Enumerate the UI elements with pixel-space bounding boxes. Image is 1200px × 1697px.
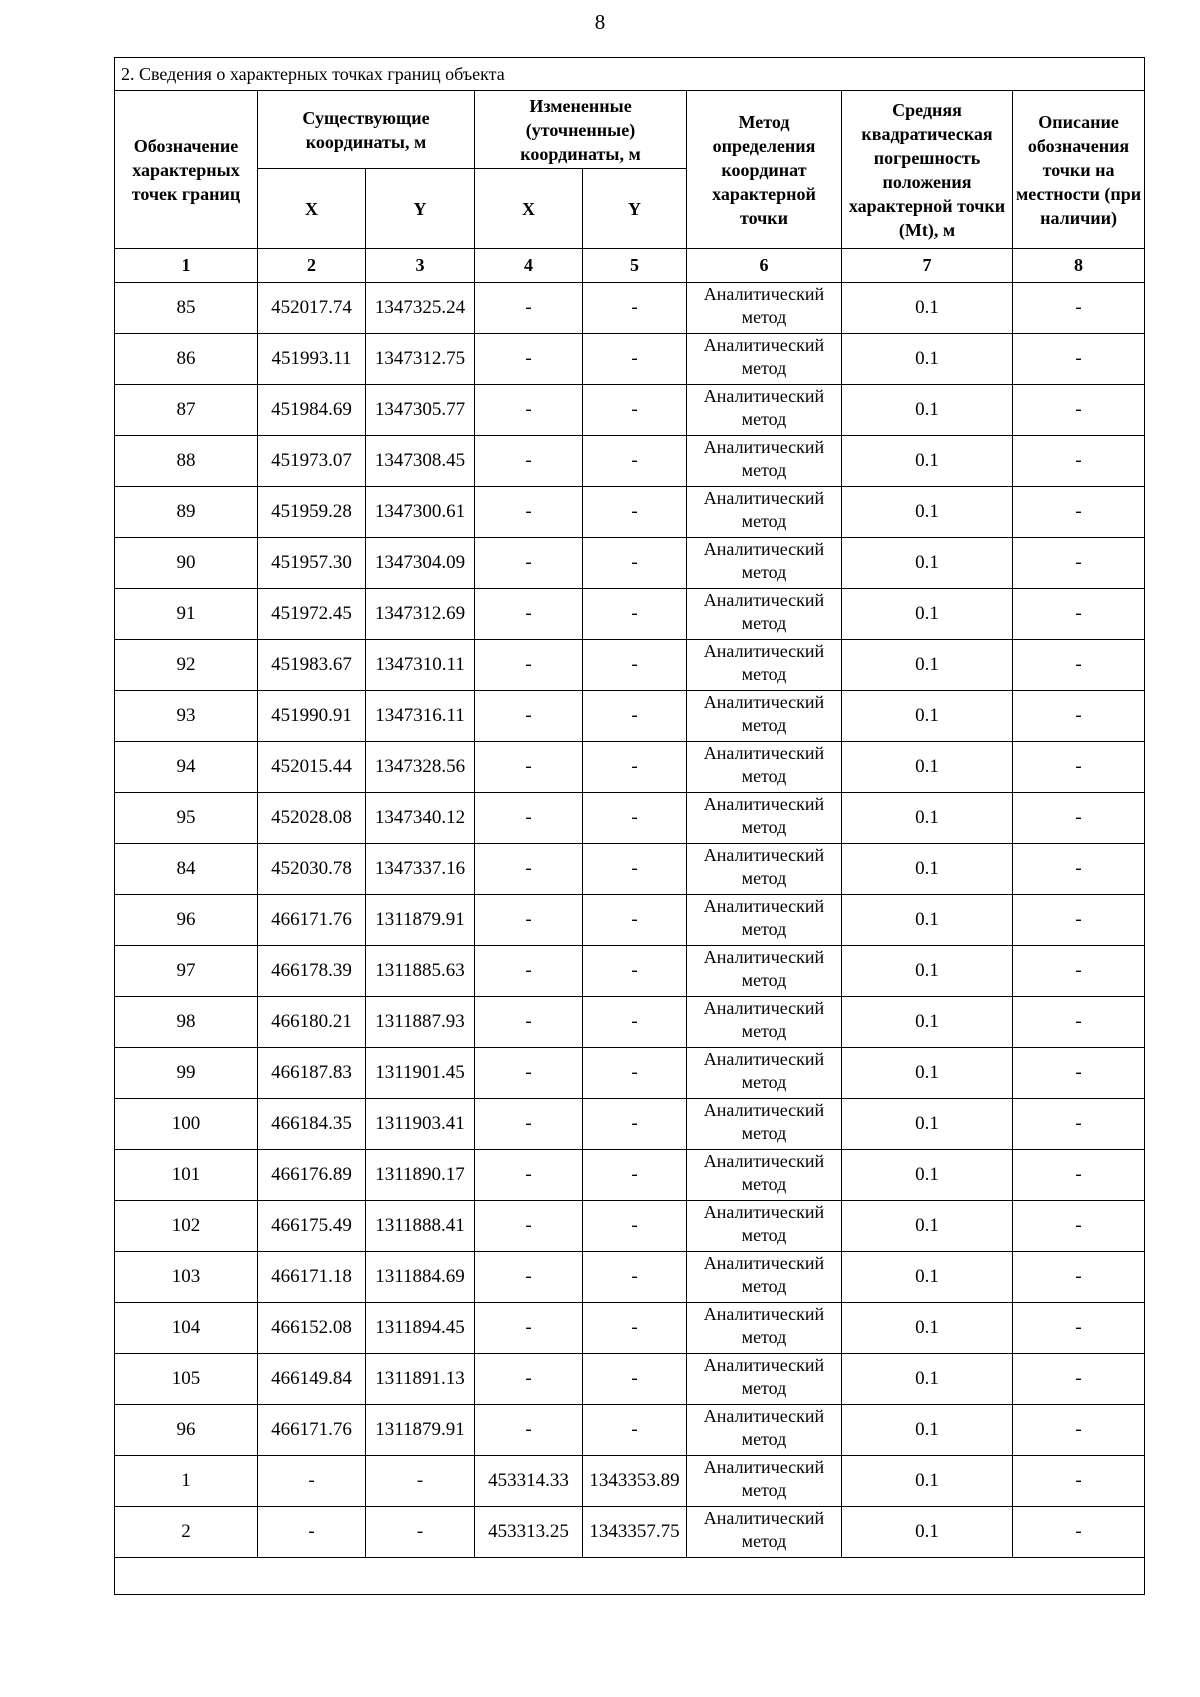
point-cell: 101 — [115, 1150, 258, 1201]
method-cell: Аналитический метод — [687, 334, 842, 385]
method-cell: Аналитический метод — [687, 436, 842, 487]
existing-x-cell: 452028.08 — [258, 793, 366, 844]
mean-error-cell: 0.1 — [842, 997, 1013, 1048]
table-row — [115, 742, 1145, 793]
existing-x-cell: 466184.35 — [258, 1099, 366, 1150]
changed-x-cell: - — [475, 589, 583, 640]
mean-error-cell: 0.1 — [842, 844, 1013, 895]
mean-error-cell: 0.1 — [842, 334, 1013, 385]
changed-x-cell: - — [475, 997, 583, 1048]
mean-error-cell: 0.1 — [842, 1201, 1013, 1252]
changed-x-cell: - — [475, 1303, 583, 1354]
mean-error-cell: 0.1 — [842, 691, 1013, 742]
mean-error-cell: 0.1 — [842, 589, 1013, 640]
changed-y-cell: - — [583, 538, 687, 589]
point-cell: 99 — [115, 1048, 258, 1099]
method-cell: Аналитический метод — [687, 895, 842, 946]
point-cell: 2 — [115, 1507, 258, 1558]
changed-x-cell: - — [475, 385, 583, 436]
description-cell: - — [1013, 1507, 1145, 1558]
header-changed-y: Y — [583, 169, 687, 249]
description-cell: - — [1013, 1099, 1145, 1150]
column-number: 7 — [842, 249, 1013, 283]
point-cell: 91 — [115, 589, 258, 640]
point-cell: 104 — [115, 1303, 258, 1354]
point-cell: 100 — [115, 1099, 258, 1150]
table-row — [115, 793, 1145, 844]
existing-y-cell: 1347308.45 — [366, 436, 475, 487]
mean-error-cell: 0.1 — [842, 1354, 1013, 1405]
changed-x-cell: 453313.25 — [475, 1507, 583, 1558]
header-changed-coords: Измененные (уточненные) координаты, м — [475, 91, 687, 169]
table-row — [115, 334, 1145, 385]
changed-y-cell: - — [583, 436, 687, 487]
changed-y-cell: - — [583, 1099, 687, 1150]
mean-error-cell: 0.1 — [842, 640, 1013, 691]
method-cell: Аналитический метод — [687, 1252, 842, 1303]
description-cell: - — [1013, 1303, 1145, 1354]
description-cell: - — [1013, 742, 1145, 793]
description-cell: - — [1013, 1150, 1145, 1201]
description-cell: - — [1013, 640, 1145, 691]
existing-x-cell: - — [258, 1507, 366, 1558]
changed-x-cell: - — [475, 334, 583, 385]
changed-x-cell: - — [475, 1405, 583, 1456]
point-cell: 96 — [115, 895, 258, 946]
existing-y-cell: 1311890.17 — [366, 1150, 475, 1201]
empty-footer-row — [115, 1558, 1145, 1595]
description-cell: - — [1013, 589, 1145, 640]
table-row — [115, 436, 1145, 487]
changed-y-cell: - — [583, 997, 687, 1048]
column-number-row — [115, 249, 1145, 283]
table-row — [115, 1048, 1145, 1099]
column-number: 1 — [115, 249, 258, 283]
changed-y-cell: - — [583, 1354, 687, 1405]
header-method: Метод определения координат характерной точки — [687, 91, 842, 249]
changed-x-cell: 453314.33 — [475, 1456, 583, 1507]
point-cell: 103 — [115, 1252, 258, 1303]
method-cell: Аналитический метод — [687, 640, 842, 691]
method-cell: Аналитический метод — [687, 589, 842, 640]
changed-y-cell: - — [583, 1150, 687, 1201]
column-number: 6 — [687, 249, 842, 283]
existing-x-cell: 466175.49 — [258, 1201, 366, 1252]
existing-y-cell: 1311879.91 — [366, 895, 475, 946]
existing-x-cell: 452015.44 — [258, 742, 366, 793]
existing-y-cell: 1347305.77 — [366, 385, 475, 436]
table-row — [115, 1150, 1145, 1201]
mean-error-cell: 0.1 — [842, 1048, 1013, 1099]
header-existing-coords: Существующие координаты, м — [258, 91, 475, 169]
changed-x-cell: - — [475, 283, 583, 334]
changed-x-cell: - — [475, 895, 583, 946]
point-cell: 93 — [115, 691, 258, 742]
table-row — [115, 844, 1145, 895]
existing-y-cell: 1347325.24 — [366, 283, 475, 334]
changed-y-cell: - — [583, 1303, 687, 1354]
description-cell: - — [1013, 1456, 1145, 1507]
point-cell: 89 — [115, 487, 258, 538]
table-row — [115, 1456, 1145, 1507]
changed-x-cell: - — [475, 691, 583, 742]
boundary-points-table — [114, 57, 1145, 1595]
mean-error-cell: 0.1 — [842, 538, 1013, 589]
changed-y-cell: - — [583, 385, 687, 436]
point-cell: 92 — [115, 640, 258, 691]
mean-error-cell: 0.1 — [842, 895, 1013, 946]
changed-y-cell: - — [583, 946, 687, 997]
section-title: 2. Сведения о характерных точках границ объекта — [115, 58, 1145, 91]
existing-y-cell: 1311887.93 — [366, 997, 475, 1048]
method-cell: Аналитический метод — [687, 946, 842, 997]
existing-y-cell: - — [366, 1456, 475, 1507]
existing-y-cell: 1347312.69 — [366, 589, 475, 640]
existing-x-cell: 466176.89 — [258, 1150, 366, 1201]
existing-y-cell: 1311879.91 — [366, 1405, 475, 1456]
table-body — [115, 283, 1145, 1558]
changed-x-cell: - — [475, 436, 583, 487]
column-number: 4 — [475, 249, 583, 283]
method-cell: Аналитический метод — [687, 742, 842, 793]
existing-y-cell: 1347312.75 — [366, 334, 475, 385]
point-cell: 102 — [115, 1201, 258, 1252]
changed-y-cell: - — [583, 589, 687, 640]
method-cell: Аналитический метод — [687, 1354, 842, 1405]
existing-y-cell: 1347304.09 — [366, 538, 475, 589]
changed-x-cell: - — [475, 1354, 583, 1405]
table-row — [115, 1354, 1145, 1405]
description-cell: - — [1013, 385, 1145, 436]
changed-x-cell: - — [475, 742, 583, 793]
mean-error-cell: 0.1 — [842, 1405, 1013, 1456]
mean-error-cell: 0.1 — [842, 1507, 1013, 1558]
existing-x-cell: 451993.11 — [258, 334, 366, 385]
changed-x-cell: - — [475, 1150, 583, 1201]
existing-x-cell: 452030.78 — [258, 844, 366, 895]
changed-y-cell: - — [583, 1201, 687, 1252]
description-cell: - — [1013, 436, 1145, 487]
changed-y-cell: - — [583, 1048, 687, 1099]
method-cell: Аналитический метод — [687, 1201, 842, 1252]
mean-error-cell: 0.1 — [842, 793, 1013, 844]
description-cell: - — [1013, 1252, 1145, 1303]
description-cell: - — [1013, 1201, 1145, 1252]
method-cell: Аналитический метод — [687, 793, 842, 844]
table-row — [115, 997, 1145, 1048]
changed-x-cell: - — [475, 538, 583, 589]
description-cell: - — [1013, 844, 1145, 895]
mean-error-cell: 0.1 — [842, 1252, 1013, 1303]
point-cell: 88 — [115, 436, 258, 487]
table-row — [115, 538, 1145, 589]
changed-y-cell: 1343357.75 — [583, 1507, 687, 1558]
existing-y-cell: 1311901.45 — [366, 1048, 475, 1099]
existing-y-cell: 1347337.16 — [366, 844, 475, 895]
existing-x-cell: 466171.76 — [258, 895, 366, 946]
method-cell: Аналитический метод — [687, 1303, 842, 1354]
changed-y-cell: - — [583, 691, 687, 742]
changed-x-cell: - — [475, 1252, 583, 1303]
existing-x-cell: 466178.39 — [258, 946, 366, 997]
existing-y-cell: 1347310.11 — [366, 640, 475, 691]
changed-y-cell: - — [583, 283, 687, 334]
mean-error-cell: 0.1 — [842, 1150, 1013, 1201]
changed-y-cell: - — [583, 487, 687, 538]
changed-x-cell: - — [475, 640, 583, 691]
table-row — [115, 946, 1145, 997]
mean-error-cell: 0.1 — [842, 436, 1013, 487]
description-cell: - — [1013, 793, 1145, 844]
column-number: 2 — [258, 249, 366, 283]
existing-x-cell: 466149.84 — [258, 1354, 366, 1405]
column-number: 3 — [366, 249, 475, 283]
table-row — [115, 895, 1145, 946]
method-cell: Аналитический метод — [687, 1099, 842, 1150]
changed-y-cell: - — [583, 793, 687, 844]
page-number: 8 — [594, 10, 606, 34]
description-cell: - — [1013, 283, 1145, 334]
table-row — [115, 283, 1145, 334]
point-cell: 86 — [115, 334, 258, 385]
mean-error-cell: 0.1 — [842, 385, 1013, 436]
point-cell: 98 — [115, 997, 258, 1048]
existing-y-cell: 1347340.12 — [366, 793, 475, 844]
header-existing-y: Y — [366, 169, 475, 249]
description-cell: - — [1013, 946, 1145, 997]
existing-x-cell: 451984.69 — [258, 385, 366, 436]
description-cell: - — [1013, 538, 1145, 589]
method-cell: Аналитический метод — [687, 997, 842, 1048]
existing-x-cell: 451990.91 — [258, 691, 366, 742]
point-cell: 1 — [115, 1456, 258, 1507]
table-row — [115, 1252, 1145, 1303]
existing-y-cell: 1347316.11 — [366, 691, 475, 742]
changed-y-cell: - — [583, 844, 687, 895]
header-description: Описание обозначения точки на местности (при наличии) — [1013, 91, 1145, 249]
method-cell: Аналитический метод — [687, 538, 842, 589]
description-cell: - — [1013, 1048, 1145, 1099]
description-cell: - — [1013, 487, 1145, 538]
description-cell: - — [1013, 997, 1145, 1048]
existing-y-cell: 1311894.45 — [366, 1303, 475, 1354]
existing-y-cell: 1311885.63 — [366, 946, 475, 997]
changed-y-cell: - — [583, 895, 687, 946]
method-cell: Аналитический метод — [687, 283, 842, 334]
point-cell: 90 — [115, 538, 258, 589]
mean-error-cell: 0.1 — [842, 1303, 1013, 1354]
header-changed-x: X — [475, 169, 583, 249]
mean-error-cell: 0.1 — [842, 946, 1013, 997]
existing-y-cell: 1347328.56 — [366, 742, 475, 793]
point-cell: 94 — [115, 742, 258, 793]
existing-x-cell: - — [258, 1456, 366, 1507]
changed-y-cell: - — [583, 1252, 687, 1303]
existing-x-cell: 466171.18 — [258, 1252, 366, 1303]
description-cell: - — [1013, 334, 1145, 385]
existing-y-cell: 1311903.41 — [366, 1099, 475, 1150]
existing-x-cell: 451972.45 — [258, 589, 366, 640]
point-cell: 97 — [115, 946, 258, 997]
description-cell: - — [1013, 1405, 1145, 1456]
method-cell: Аналитический метод — [687, 1405, 842, 1456]
existing-y-cell: 1347300.61 — [366, 487, 475, 538]
method-cell: Аналитический метод — [687, 1456, 842, 1507]
header-mean-error: Средняя квадратическая погрешность положения характерной точки (Mt), м — [842, 91, 1013, 249]
table-row — [115, 691, 1145, 742]
changed-x-cell: - — [475, 793, 583, 844]
point-cell: 87 — [115, 385, 258, 436]
existing-x-cell: 451973.07 — [258, 436, 366, 487]
existing-y-cell: 1311891.13 — [366, 1354, 475, 1405]
existing-x-cell: 466152.08 — [258, 1303, 366, 1354]
changed-y-cell: 1343353.89 — [583, 1456, 687, 1507]
point-cell: 95 — [115, 793, 258, 844]
description-cell: - — [1013, 691, 1145, 742]
existing-x-cell: 466180.21 — [258, 997, 366, 1048]
existing-x-cell: 466171.76 — [258, 1405, 366, 1456]
description-cell: - — [1013, 895, 1145, 946]
point-cell: 84 — [115, 844, 258, 895]
point-cell: 96 — [115, 1405, 258, 1456]
method-cell: Аналитический метод — [687, 844, 842, 895]
existing-x-cell: 451959.28 — [258, 487, 366, 538]
existing-x-cell: 451983.67 — [258, 640, 366, 691]
mean-error-cell: 0.1 — [842, 283, 1013, 334]
column-number: 5 — [583, 249, 687, 283]
empty-footer-cell — [115, 1558, 1145, 1595]
mean-error-cell: 0.1 — [842, 487, 1013, 538]
method-cell: Аналитический метод — [687, 1150, 842, 1201]
table-row — [115, 1303, 1145, 1354]
table-row — [115, 1201, 1145, 1252]
method-cell: Аналитический метод — [687, 691, 842, 742]
existing-y-cell: - — [366, 1507, 475, 1558]
mean-error-cell: 0.1 — [842, 1456, 1013, 1507]
changed-x-cell: - — [475, 487, 583, 538]
changed-y-cell: - — [583, 1405, 687, 1456]
header-point-designation: Обозначение характерных точек границ — [115, 91, 258, 249]
existing-y-cell: 1311884.69 — [366, 1252, 475, 1303]
table-row — [115, 640, 1145, 691]
mean-error-cell: 0.1 — [842, 1099, 1013, 1150]
table-row — [115, 1507, 1145, 1558]
header-existing-x: X — [258, 169, 366, 249]
column-number: 8 — [1013, 249, 1145, 283]
method-cell: Аналитический метод — [687, 487, 842, 538]
existing-y-cell: 1311888.41 — [366, 1201, 475, 1252]
method-cell: Аналитический метод — [687, 385, 842, 436]
existing-x-cell: 466187.83 — [258, 1048, 366, 1099]
changed-y-cell: - — [583, 742, 687, 793]
existing-x-cell: 451957.30 — [258, 538, 366, 589]
changed-y-cell: - — [583, 334, 687, 385]
changed-y-cell: - — [583, 640, 687, 691]
changed-x-cell: - — [475, 844, 583, 895]
changed-x-cell: - — [475, 1201, 583, 1252]
point-cell: 85 — [115, 283, 258, 334]
method-cell: Аналитический метод — [687, 1048, 842, 1099]
mean-error-cell: 0.1 — [842, 742, 1013, 793]
existing-x-cell: 452017.74 — [258, 283, 366, 334]
changed-x-cell: - — [475, 946, 583, 997]
table-row — [115, 487, 1145, 538]
changed-x-cell: - — [475, 1048, 583, 1099]
table-row — [115, 589, 1145, 640]
method-cell: Аналитический метод — [687, 1507, 842, 1558]
description-cell: - — [1013, 1354, 1145, 1405]
table-row — [115, 1405, 1145, 1456]
point-cell: 105 — [115, 1354, 258, 1405]
table-row — [115, 385, 1145, 436]
changed-x-cell: - — [475, 1099, 583, 1150]
table-row — [115, 1099, 1145, 1150]
